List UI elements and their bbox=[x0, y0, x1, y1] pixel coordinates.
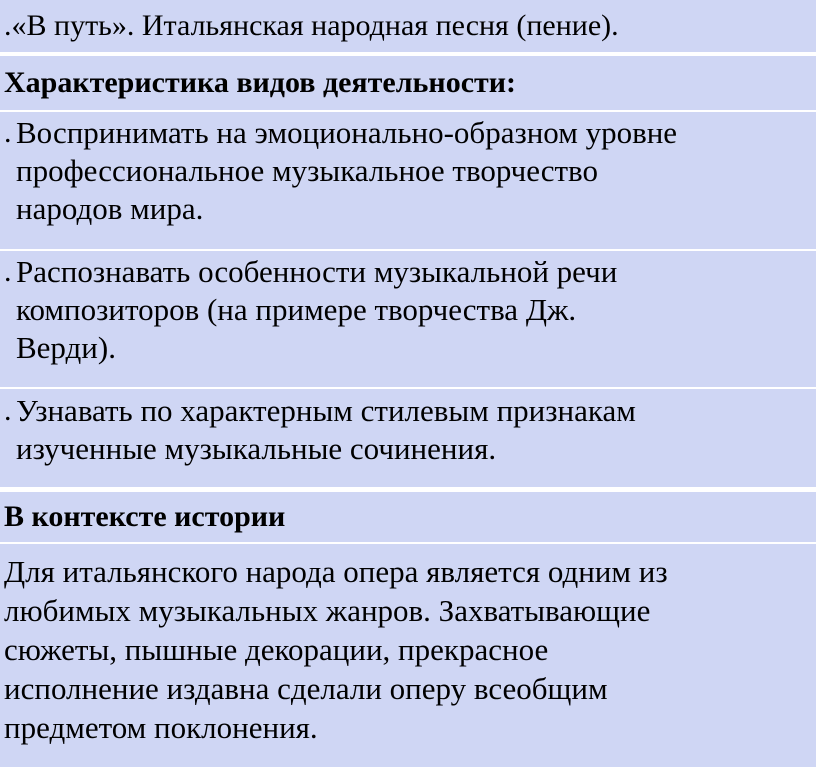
history-heading-row bbox=[0, 492, 816, 542]
item-line: изученные музыкальные сочинения. bbox=[16, 431, 497, 466]
item-line: Воспринимать на эмоционально-образном уровне bbox=[16, 115, 678, 150]
characteristics-heading: Характеристика видов деятельности: bbox=[4, 66, 517, 99]
paragraph-line: сюжеты, пышные декорации, прекрасное bbox=[4, 632, 549, 667]
item-marker: . bbox=[4, 255, 12, 288]
item-line: Распознавать особенности музыкальной речи bbox=[16, 254, 618, 289]
history-paragraph-row bbox=[0, 544, 816, 767]
item-text bbox=[16, 114, 677, 228]
list-item-3 bbox=[0, 389, 816, 487]
list-item-2 bbox=[0, 251, 816, 387]
paragraph-line: предметом поклонения. bbox=[4, 710, 318, 745]
item-line: Верди). bbox=[16, 330, 116, 365]
characteristics-heading-row bbox=[0, 56, 816, 110]
item-text bbox=[16, 253, 617, 367]
item-marker: . bbox=[4, 116, 12, 149]
item-marker: . bbox=[4, 394, 12, 427]
history-heading: В контексте истории bbox=[4, 500, 286, 533]
paragraph-line: исполнение издавна сделали оперу всеобщим bbox=[4, 671, 608, 706]
paragraph-line: Для итальянского народа опера является одним из bbox=[4, 554, 668, 589]
item-line: народов мира. bbox=[16, 191, 204, 226]
item-line: профессиональное музыкальное творчество bbox=[16, 153, 598, 188]
song-line: .«В путь». Итальянская народная песня (пение). bbox=[4, 9, 619, 42]
paragraph-line: любимых музыкальных жанров. Захватывающие bbox=[4, 593, 651, 628]
item-line: Узнавать по характерным стилевым признакам bbox=[16, 393, 636, 428]
item-text bbox=[16, 392, 636, 468]
item-line: композиторов (на примере творчества Дж. bbox=[16, 292, 577, 327]
list-item-1 bbox=[0, 112, 816, 249]
song-row bbox=[0, 0, 816, 52]
history-paragraph bbox=[4, 552, 668, 747]
